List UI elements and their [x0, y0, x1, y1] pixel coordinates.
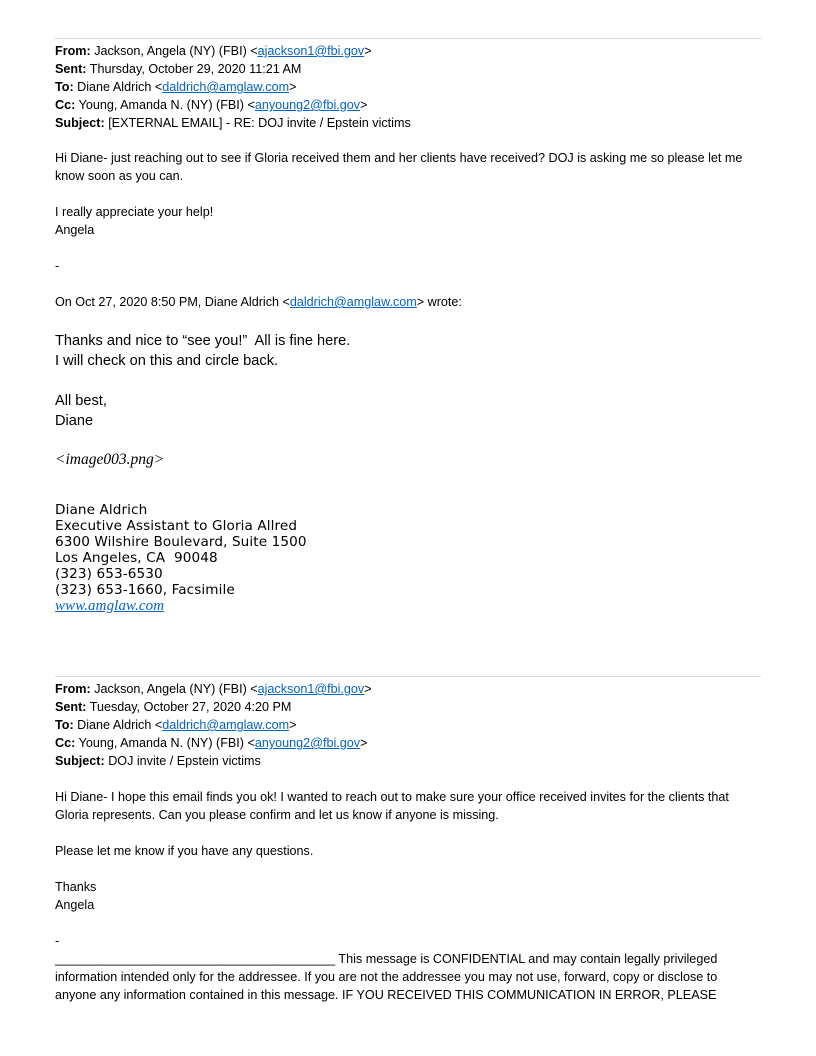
from-name: Jackson, Angela (NY) (FBI) < — [94, 44, 258, 58]
quote-intro-suffix: > wrote: — [416, 295, 462, 309]
header-divider — [55, 676, 761, 677]
subject-label: Subject: — [55, 116, 105, 130]
cc-line — [55, 96, 761, 114]
from-email-link[interactable]: ajackson1@fbi.gov — [257, 44, 365, 58]
cc-email-link[interactable]: anyoung2@fbi.gov — [254, 98, 361, 112]
from-email-link[interactable]: ajackson1@fbi.gov — [257, 682, 365, 696]
subject-line — [55, 114, 761, 132]
from-label: From: — [55, 682, 91, 696]
email1-dash: - — [55, 259, 60, 273]
cc-line — [55, 734, 761, 752]
to-email-link[interactable]: daldrich@amglaw.com — [162, 718, 290, 732]
sig-line: Diane Aldrich — [55, 502, 148, 518]
subject-label: Subject: — [55, 754, 105, 768]
image-placeholder: <image003.png> — [55, 451, 165, 468]
email2-dash: - — [55, 934, 60, 948]
email1-body-signoff: Angela — [55, 223, 95, 237]
sent-value: Thursday, October 29, 2020 11:21 AM — [89, 62, 302, 76]
subject-value: DOJ invite / Epstein victims — [108, 754, 261, 768]
confidentiality-disclaimer: ________________________________________ This message is CONFIDENTIAL and may contain legally privileged information intended only for the addressee. If you are not the addressee you may not use, forward, copy or disclose to anyone any information contained in this message. IF YOU RECEIVED THIS COMMUNICATION IN ERROR, PLEASE — [55, 952, 718, 1002]
quoted-name: Diane — [55, 413, 94, 429]
sig-line: Executive Assistant to Gloria Allred — [55, 518, 298, 534]
to-name: Diane Aldrich < — [77, 718, 163, 732]
to-label: To: — [55, 80, 74, 94]
cc-label: Cc: — [55, 98, 76, 112]
sig-line: (323) 653-6530 — [55, 566, 163, 582]
from-line — [55, 42, 761, 60]
email1-body-paragraph: Hi Diane- just reaching out to see if Gloria received them and her clients have received? DOJ is asking me so please let me know soon as you can. — [55, 151, 743, 183]
cc-name: Young, Amanda N. (NY) (FBI) < — [78, 98, 255, 112]
email2-body-line: Please let me know if you have any questions. — [55, 844, 314, 858]
angle-close: > — [360, 98, 368, 112]
sig-line: (323) 653-1660, Facsimile — [55, 582, 235, 598]
sent-line — [55, 698, 761, 716]
cc-email-link[interactable]: anyoung2@fbi.gov — [254, 736, 361, 750]
from-line — [55, 680, 761, 698]
sent-value: Tuesday, October 27, 2020 4:20 PM — [89, 700, 292, 714]
sent-label: Sent: — [55, 62, 87, 76]
website-link[interactable]: www.amglaw.com — [55, 598, 165, 614]
angle-close: > — [364, 682, 372, 696]
header-divider — [55, 38, 761, 39]
angle-close: > — [360, 736, 368, 750]
to-email-link[interactable]: daldrich@amglaw.com — [162, 80, 290, 94]
email2-body-paragraph: Hi Diane- I hope this email finds you ok! I wanted to reach out to make sure your office received invites for the clients that Gloria represents. Can you please confirm and let us know if anyone is missing. — [55, 790, 729, 822]
quote-intro — [55, 293, 462, 311]
quote-intro-email-link[interactable]: daldrich@amglaw.com — [289, 295, 417, 309]
quote-intro-text: On Oct 27, 2020 8:50 PM, Diane Aldrich < — [55, 295, 290, 309]
quoted-line-1: Thanks and nice to “see you!” All is fine here. — [55, 333, 351, 349]
sent-line — [55, 60, 761, 78]
signature-block — [55, 502, 307, 614]
from-name: Jackson, Angela (NY) (FBI) < — [94, 682, 258, 696]
from-label: From: — [55, 44, 91, 58]
to-name: Diane Aldrich < — [77, 80, 163, 94]
angle-close: > — [289, 80, 297, 94]
to-label: To: — [55, 718, 74, 732]
quoted-line-2: I will check on this and circle back. — [55, 353, 279, 369]
sig-line: 6300 Wilshire Boulevard, Suite 1500 — [55, 534, 307, 550]
quoted-signoff: All best, — [55, 393, 107, 409]
cc-label: Cc: — [55, 736, 76, 750]
subject-value: [EXTERNAL EMAIL] - RE: DOJ invite / Epstein victims — [108, 116, 411, 130]
to-line — [55, 78, 761, 96]
email1-body-line: I really appreciate your help! — [55, 205, 214, 219]
sig-line: Los Angeles, CA 90048 — [55, 550, 218, 566]
angle-close: > — [289, 718, 297, 732]
email2-header — [55, 676, 761, 770]
to-line — [55, 716, 761, 734]
sent-label: Sent: — [55, 700, 87, 714]
email2-body-signoff: Angela — [55, 898, 95, 912]
email2-body-thanks: Thanks — [55, 880, 97, 894]
cc-name: Young, Amanda N. (NY) (FBI) < — [78, 736, 255, 750]
email1-header — [55, 38, 761, 132]
angle-close: > — [364, 44, 372, 58]
subject-line — [55, 752, 761, 770]
